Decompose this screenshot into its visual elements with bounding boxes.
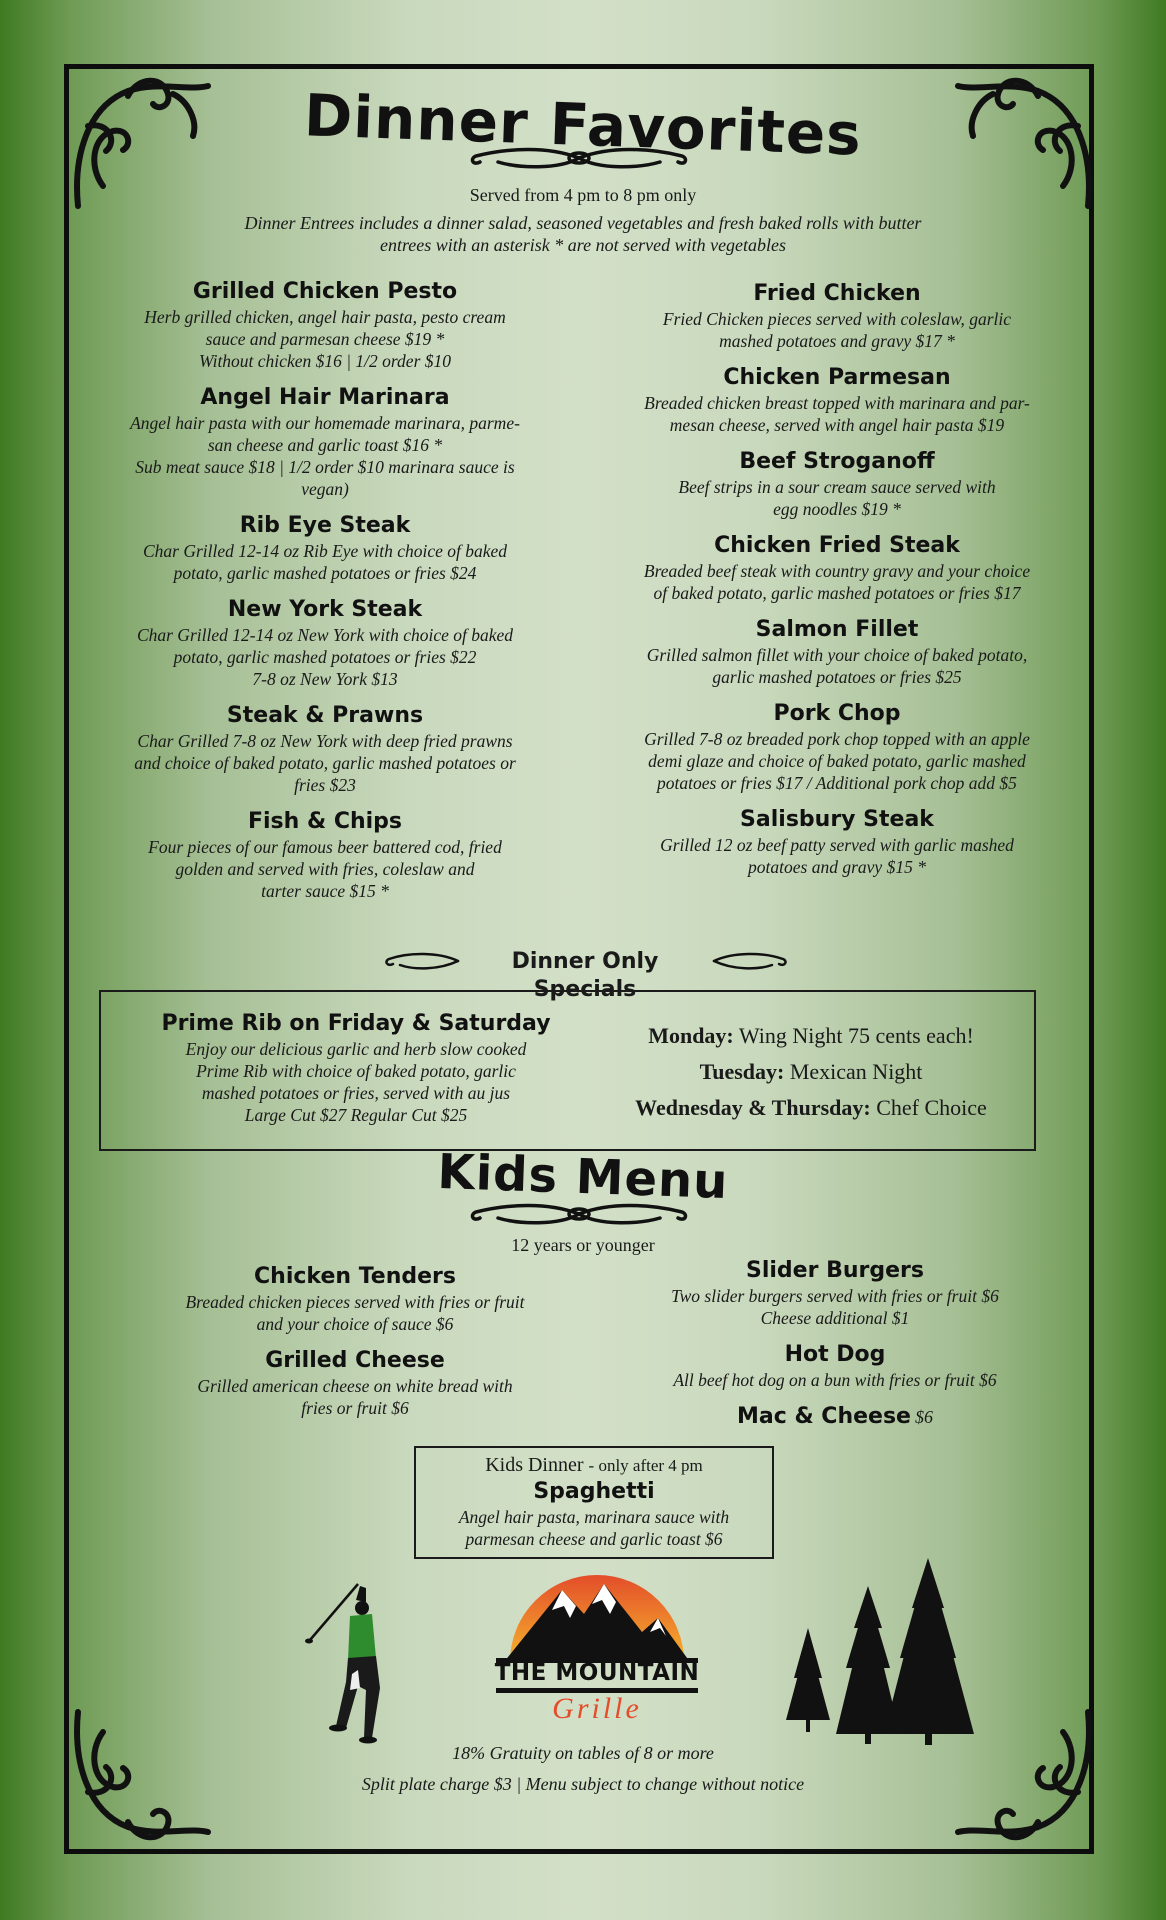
menu-item bbox=[150, 1347, 560, 1419]
split-plate-note: Split plate charge $3 | Menu subject to change without notice bbox=[361, 1774, 805, 1794]
menu-item bbox=[105, 512, 545, 584]
item-desc: Char Grilled 12-14 oz Rib Eye with choice of baked potato, garlic mashed potatoes or fries $24 bbox=[142, 541, 508, 583]
kids-dinner-header: Kids Dinner - only after 4 pm bbox=[485, 1454, 703, 1476]
item-name: Spaghetti bbox=[533, 1479, 655, 1504]
item-name: Salisbury Steak bbox=[740, 807, 934, 832]
served-hours: Served from 4 pm to 8 pm only bbox=[469, 185, 697, 205]
title-divider-flourish-icon bbox=[468, 144, 690, 172]
kids-left-column bbox=[150, 1263, 560, 1431]
menu-item bbox=[105, 384, 545, 500]
weekday-special: Monday: Wing Night 75 cents each! bbox=[648, 1023, 974, 1048]
item-name: Chicken Tenders bbox=[254, 1264, 456, 1289]
specials-flourish-right-icon bbox=[712, 950, 788, 972]
menu-item bbox=[105, 278, 545, 372]
weekly-specials bbox=[601, 1018, 1021, 1126]
menu-item bbox=[612, 448, 1062, 520]
item-name: Prime Rib on Friday & Saturday bbox=[161, 1011, 551, 1036]
menu-item bbox=[630, 1257, 1040, 1329]
item-name: Pork Chop bbox=[773, 701, 901, 726]
item-name: Steak & Prawns bbox=[226, 703, 424, 728]
golfer-icon bbox=[300, 1578, 390, 1746]
item-name: Salmon Fillet bbox=[755, 617, 919, 642]
item-desc: Char Grilled 7-8 oz New York with deep fried prawns and choice of baked potato, garlic mashed potatoes or fries $23 bbox=[134, 731, 516, 795]
item-name: Chicken Parmesan bbox=[723, 365, 951, 390]
logo-text-grille: Grille bbox=[552, 1692, 642, 1725]
item-desc: Angel hair pasta, marinara sauce with parmesan cheese and garlic toast $6 bbox=[458, 1507, 730, 1549]
page-title: Dinner Favorites bbox=[303, 81, 863, 169]
item-desc: Grilled 12 oz beef patty served with garlic mashed potatoes and gravy $15 * bbox=[660, 835, 1014, 877]
entrees-right-column bbox=[612, 280, 1062, 890]
item-name: Beef Stroganoff bbox=[739, 449, 935, 474]
logo-text-mountain: THE MOUNTAIN bbox=[494, 1660, 700, 1686]
kids-right-column bbox=[630, 1257, 1040, 1443]
item-name: Rib Eye Steak bbox=[239, 513, 411, 538]
menu-item bbox=[105, 702, 545, 796]
entree-note bbox=[133, 212, 1033, 256]
item-name: Grilled Cheese bbox=[265, 1348, 445, 1373]
entree-note-line: Dinner Entrees includes a dinner salad, seasoned vegetables and fresh baked rolls with butter bbox=[244, 213, 922, 233]
corner-flourish-icon bbox=[68, 1702, 218, 1852]
item-name: Fish & Chips bbox=[247, 809, 403, 834]
specials-flourish-left-icon bbox=[384, 950, 460, 972]
item-desc: Char Grilled 12-14 oz New York with choice of baked potato, garlic mashed potatoes or fries $22 7-8 oz New York $13 bbox=[136, 625, 514, 689]
specials-title: Dinner Only Specials bbox=[511, 949, 659, 1002]
item-name: Chicken Fried Steak bbox=[714, 533, 960, 558]
kids-menu-title: Kids Menu bbox=[436, 1143, 730, 1211]
item-desc: All beef hot dog on a bun with fries or fruit $6 bbox=[673, 1370, 997, 1390]
menu-item bbox=[630, 1403, 1040, 1431]
item-desc: Two slider burgers served with fries or fruit $6 Cheese additional $1 bbox=[671, 1286, 999, 1328]
kids-age-note: 12 years or younger bbox=[511, 1235, 655, 1255]
item-desc: Herb grilled chicken, angel hair pasta, pesto cream sauce and parmesan cheese $19 * Without chicken $16 | 1/2 order $10 bbox=[144, 307, 506, 371]
item-desc: Breaded chicken pieces served with fries or fruit and your choice of sauce $6 bbox=[185, 1292, 525, 1334]
menu-item bbox=[612, 280, 1062, 352]
kids-divider-flourish-icon bbox=[468, 1200, 690, 1228]
item-name: Slider Burgers bbox=[746, 1258, 924, 1283]
item-desc: Beef strips in a sour cream sauce served with egg noodles $19 * bbox=[678, 477, 996, 519]
menu-item bbox=[630, 1341, 1040, 1391]
item-name: Angel Hair Marinara bbox=[200, 385, 450, 410]
entree-note-line: entrees with an asterisk * are not served with vegetables bbox=[379, 235, 787, 255]
weekday-special: Wednesday & Thursday: Chef Choice bbox=[635, 1095, 987, 1120]
item-desc: Breaded chicken breast topped with marinara and par- mesan cheese, served with angel hair pasta $19 bbox=[644, 393, 1030, 435]
menu-item bbox=[612, 700, 1062, 794]
menu-item bbox=[105, 808, 545, 902]
item-name: New York Steak bbox=[227, 597, 423, 622]
weekday-special: Tuesday: Mexican Night bbox=[699, 1059, 923, 1084]
prime-rib-special bbox=[151, 1010, 561, 1126]
item-name: Hot Dog bbox=[784, 1342, 886, 1367]
kids-dinner-box bbox=[414, 1446, 774, 1559]
item-name: Mac & Cheese bbox=[737, 1404, 911, 1429]
item-desc: Fried Chicken pieces served with coleslaw, garlic mashed potatoes and gravy $17 * bbox=[662, 309, 1012, 351]
item-desc: Four pieces of our famous beer battered cod, fried golden and served with fries, coleslaw and tarter sauce $15 * bbox=[148, 837, 502, 901]
gratuity-note: 18% Gratuity on tables of 8 or more bbox=[452, 1743, 714, 1763]
menu-item bbox=[150, 1263, 560, 1335]
item-desc: Enjoy our delicious garlic and herb slow cooked Prime Rib with choice of baked potato, garlic mashed potatoes or fries, served with au jus Large Cut $27 Regular Cut $25 bbox=[185, 1039, 527, 1125]
menu-item bbox=[612, 806, 1062, 878]
item-name: Fried Chicken bbox=[753, 281, 921, 306]
specials-box bbox=[99, 990, 1036, 1151]
item-desc: Angel hair pasta with our homemade marinara, parme- san cheese and garlic toast $16 * Sub meat sauce $18 | 1/2 order $10 marinara sauce is vegan) bbox=[130, 413, 520, 499]
menu-item bbox=[612, 532, 1062, 604]
item-price: $6 bbox=[914, 1407, 933, 1427]
item-desc: Breaded beef steak with country gravy and your choice of baked potato, garlic mashed potatoes or fries $17 bbox=[643, 561, 1031, 603]
item-desc: Grilled salmon fillet with your choice of baked potato, garlic mashed potatoes or fries $25 bbox=[646, 645, 1028, 687]
pine-trees-icon bbox=[780, 1558, 980, 1746]
item-name: Grilled Chicken Pesto bbox=[192, 279, 458, 304]
entrees-left-column bbox=[105, 278, 545, 914]
item-desc: Grilled 7-8 oz breaded pork chop topped with an apple demi glaze and choice of baked potato, garlic mashed potatoes or fries $17 / Additional pork chop add $5 bbox=[644, 729, 1030, 793]
item-desc: Grilled american cheese on white bread with fries or fruit $6 bbox=[197, 1376, 513, 1418]
menu-item bbox=[612, 364, 1062, 436]
menu-item bbox=[105, 596, 545, 690]
menu-item bbox=[612, 616, 1062, 688]
